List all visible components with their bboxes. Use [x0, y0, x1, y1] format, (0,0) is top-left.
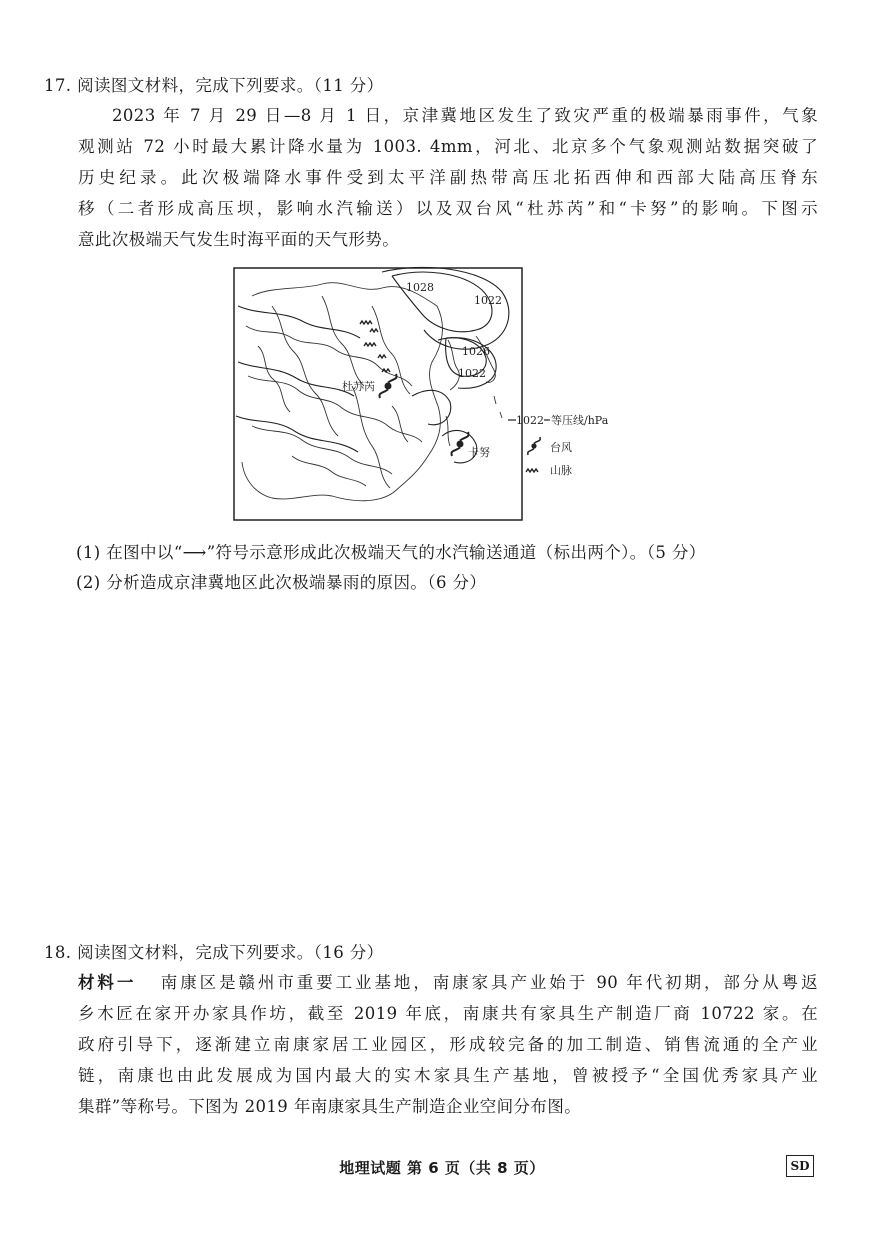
q18-material-label: 材料一 — [78, 973, 137, 992]
legend-isobar-value: 1022 — [516, 414, 544, 427]
q17-header: 17. 阅读图文材料，完成下列要求。（11 分） — [44, 76, 384, 95]
q17-para-line-3: 历史纪录。此次极端降水事件受到太平洋副热带高压北拓西伸和西部大陆高压脊东 — [78, 168, 818, 187]
q17-sub-question-2: (2) 分析造成京津冀地区此次极端暴雨的原因。（6 分） — [76, 573, 487, 592]
sd-badge: SD — [786, 1155, 814, 1177]
q17-sub-question-1: (1) 在图中以“⟶”符号示意形成此次极端天气的水汽输送通道（标出两个）。（5 分） — [76, 543, 706, 562]
q17-para-line-2: 观测站 72 小时最大累计降水量为 1003. 4mm，河北、北京多个气象观测站数据突破了 — [78, 137, 818, 156]
legend-isobar-text: 等压线/hPa — [551, 414, 609, 427]
typhoon-label-khanun: 卡努 — [468, 446, 490, 459]
map-legend — [508, 413, 609, 477]
q17-para-line-1: 2023 年 7 月 29 日—8 月 1 日，京津冀地区发生了致灾严重的极端暴雨事件，气象 — [112, 106, 818, 125]
legend-mountain-text: 山脉 — [550, 464, 572, 477]
q18-para-line-3: 政府引导下，逐渐建立南康家居工业园区，形成较完备的加工制造、销售流通的全产业 — [78, 1035, 818, 1054]
q18-para-line-4: 链，南康也由此发展成为国内最大的实木家具生产基地，曾被授予“全国优秀家具产业 — [78, 1066, 818, 1085]
q18-header: 18. 阅读图文材料，完成下列要求。（16 分） — [44, 943, 384, 962]
q18-para-line-5: 集群”等称号。下图为 2019 年南康家具生产制造企业空间分布图。 — [78, 1097, 582, 1116]
q18-para-text-1: 南康区是赣州市重要工业基地，南康家具产业始于 90 年代初期，部分从粤返 — [158, 973, 818, 992]
q18-para-line-1 — [78, 971, 818, 995]
q17-para-line-5: 意此次极端天气发生时海平面的天气形势。 — [78, 230, 400, 249]
q18-para-line-2: 乡木匠在家开办家具作坊，截至 2019 年底，南康共有家具生产制造厂商 10722 家。在 — [78, 1004, 818, 1023]
weather-map — [232, 266, 622, 522]
isobar-label-1022-east: 1022 — [458, 367, 486, 380]
isobar-label-1026: 1026 — [462, 345, 490, 358]
legend-typhoon-icon — [528, 437, 540, 455]
legend-typhoon-text: 台风 — [550, 441, 572, 454]
page-footer: 地理试题 第 6 页（共 8 页） — [339, 1159, 545, 1177]
typhoon-label-doksuri: 杜苏芮 — [342, 380, 375, 393]
legend-mountain-icon — [526, 469, 538, 472]
isobar-label-1022-north: 1022 — [474, 294, 502, 307]
isobar-label-1028: 1028 — [406, 281, 434, 294]
q17-para-line-4: 移（二者形成高压坝，影响水汽输送）以及双台风“杜苏芮”和“卡努”的影响。下图示 — [78, 199, 818, 218]
